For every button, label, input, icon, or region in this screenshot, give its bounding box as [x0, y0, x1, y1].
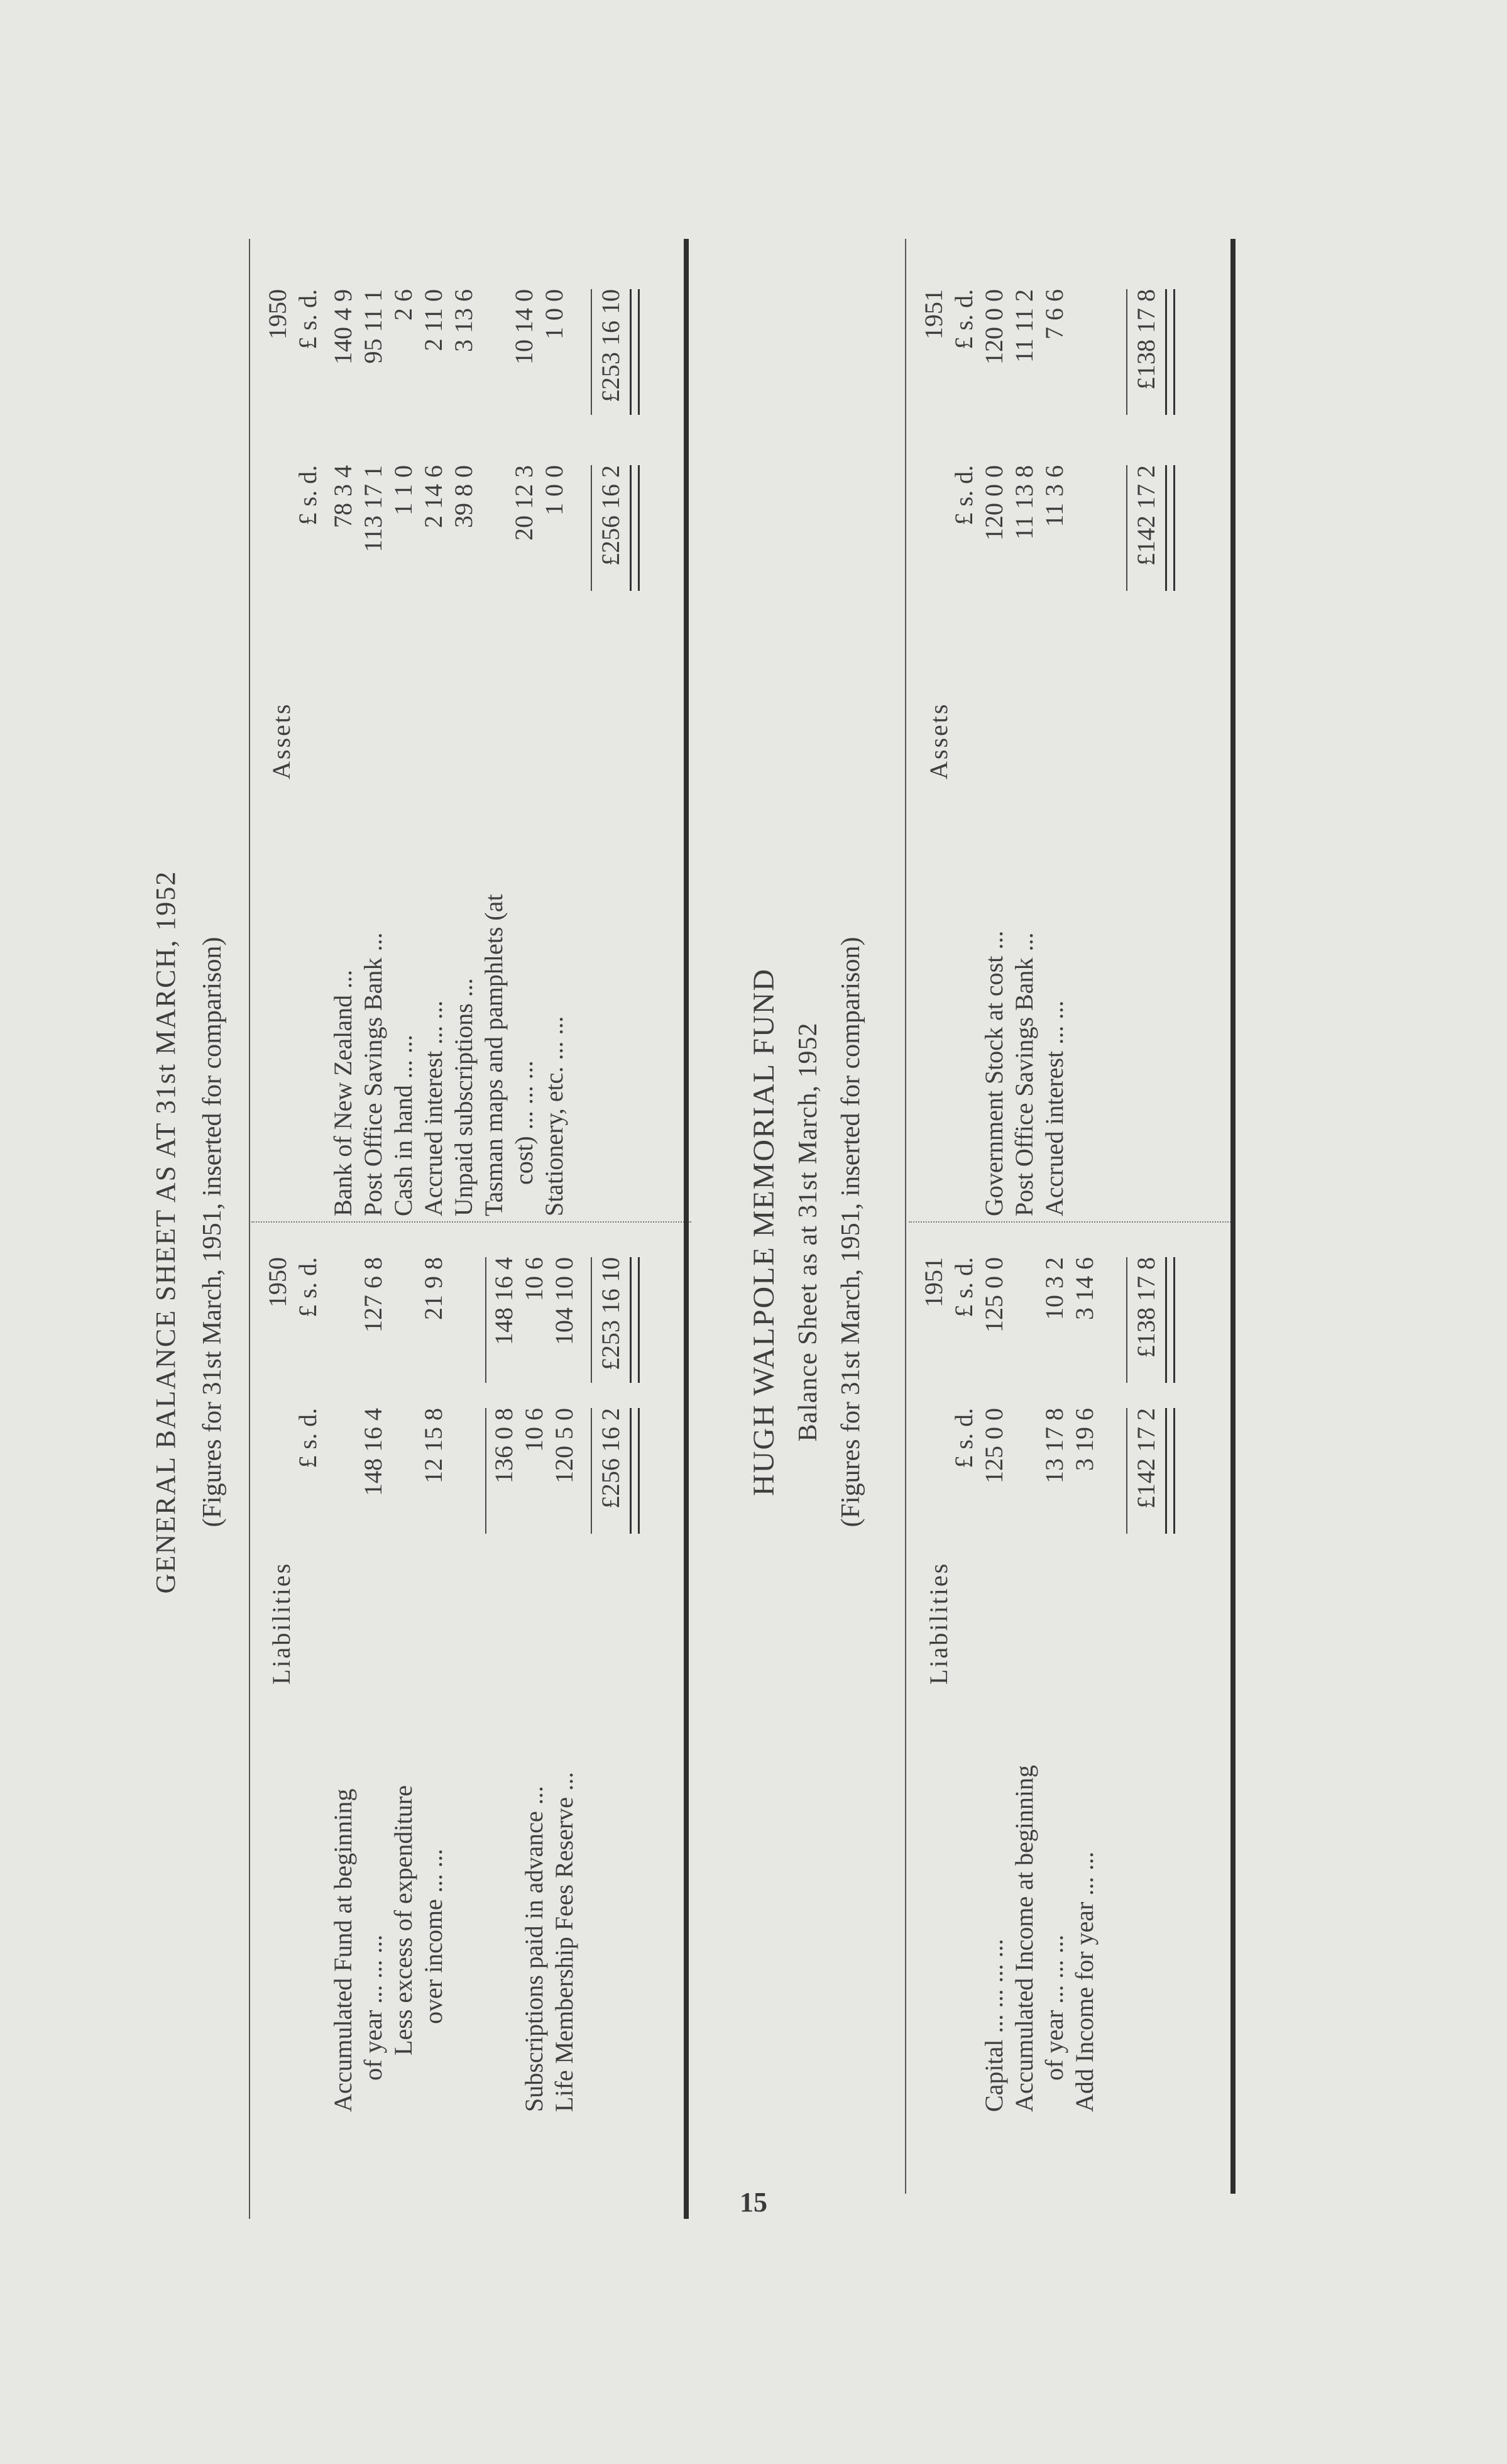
row-label: Accrued interest ... ... — [1040, 1000, 1068, 1216]
general-title: GENERAL BALANCE SHEET AS AT 31st MARCH, 1952 — [150, 870, 181, 1594]
prev-amount: 10 6 — [520, 1257, 548, 1301]
row-label: Cash in hand ... ... — [389, 1035, 417, 1216]
prev-amount: 2 11 0 — [419, 289, 447, 351]
walpole-liab-row-2a — [1009, 1245, 1039, 2112]
general-asset-units: £ s. d. — [293, 465, 322, 525]
row-label: Bank of New Zealand ... — [329, 969, 357, 1216]
general-liab-units: £ s. d. — [293, 1408, 322, 1468]
prev-total-amount: £253 16 10 — [596, 1257, 625, 1370]
amount: 120 5 0 — [550, 1408, 578, 1483]
total-rule — [591, 1408, 592, 1534]
prev-amount: 148 16 4 — [490, 1257, 518, 1345]
walpole-liab-units: £ s. d. — [950, 1408, 978, 1468]
row-label: Add Income for year ... ... — [1070, 1851, 1099, 2112]
row-label: Accumulated Fund at beginning — [329, 1788, 357, 2112]
walpole-assets-heading: Assets — [924, 702, 953, 779]
prev-amount: 10 3 2 — [1040, 1257, 1068, 1320]
prev-amount: 7 6 6 — [1040, 289, 1068, 339]
general-asset-row-3 — [388, 286, 419, 1216]
prev-amount: 3 13 6 — [449, 289, 478, 352]
general-subtitle: (Figures for 31st March, 1951, inserted for comparison) — [198, 937, 227, 1527]
amount: 1 0 0 — [540, 465, 568, 515]
prev-amount: 120 0 0 — [980, 289, 1008, 365]
general-asset-total — [596, 286, 626, 1216]
walpole-asset-units: £ s. d. — [950, 465, 978, 525]
total-rule — [591, 289, 592, 415]
prev-amount: 125 0 0 — [980, 1257, 1008, 1333]
general-liab-prev-units: £ s. d. — [293, 1257, 322, 1317]
prev-amount: 140 4 9 — [329, 289, 357, 365]
row-label: Subscriptions paid in advance ... — [520, 1786, 548, 2112]
amount: 78 3 4 — [329, 465, 357, 528]
prev-total-amount: £253 16 10 — [596, 289, 625, 402]
general-top-rule — [249, 239, 250, 2219]
amount: 11 13 8 — [1010, 465, 1038, 540]
general-asset-prev-units: £ s. d. — [293, 289, 322, 349]
general-assets-heading: Assets — [267, 702, 295, 779]
amount: 10 6 — [520, 1408, 548, 1452]
amount: 1 1 0 — [389, 465, 417, 515]
general-liab-row-2a — [388, 1245, 419, 2112]
walpole-top-rule — [905, 239, 906, 2194]
general-liab-total — [596, 1245, 626, 2112]
walpole-liab-total — [1131, 1245, 1161, 2112]
walpole-subtitle: Balance Sheet as at 31st March, 1952 — [794, 1022, 823, 1442]
general-asset-row-7 — [539, 286, 569, 1216]
prev-total-amount: £138 17 8 — [1132, 1257, 1160, 1358]
walpole-liab-prev-units: £ s. d. — [950, 1257, 978, 1317]
general-liab-row-4 — [549, 1245, 579, 2112]
amount: 13 17 8 — [1040, 1408, 1068, 1483]
walpole-title: HUGH WALPOLE MEMORIAL FUND — [747, 968, 781, 1496]
walpole-asset-prev-units: £ s. d. — [950, 289, 978, 349]
prev-amount: 3 14 6 — [1070, 1257, 1099, 1320]
amount: 3 19 6 — [1070, 1408, 1099, 1471]
walpole-bottom-rule — [1230, 239, 1236, 2194]
total-rule — [1126, 1408, 1127, 1534]
general-column-divider — [251, 1221, 691, 1223]
general-liab-subtotal — [489, 1245, 519, 2112]
walpole-column-divider — [909, 1221, 1236, 1223]
total-amount: £256 16 2 — [596, 1408, 625, 1509]
double-rule — [630, 465, 640, 591]
amount: 2 14 6 — [419, 465, 447, 528]
row-label: Life Membership Fees Reserve ... — [550, 1772, 578, 2112]
row-label: Capital ... ... ... ... — [980, 1939, 1008, 2112]
amount: 12 15 8 — [419, 1408, 447, 1483]
row-label: Post Office Savings Bank ... — [1010, 932, 1038, 1216]
general-asset-row-2 — [358, 286, 388, 1216]
total-amount: £142 17 2 — [1132, 1408, 1160, 1509]
row-label: Less excess of expenditure — [389, 1785, 417, 2055]
amount: 136 0 8 — [490, 1408, 518, 1483]
walpole-liab-year: 1951 — [919, 1257, 948, 1307]
prev-amount: 11 11 2 — [1010, 289, 1038, 363]
page-number: 15 — [740, 2187, 767, 2218]
row-label: Government Stock at cost ... — [980, 930, 1008, 1216]
double-rule — [1165, 289, 1175, 415]
total-amount: £142 17 2 — [1132, 465, 1160, 566]
row-label: Stationery, etc. ... ... — [540, 1016, 568, 1216]
total-rule — [1126, 289, 1127, 415]
double-rule — [1165, 465, 1175, 591]
general-liab-year: 1950 — [263, 1257, 292, 1307]
general-bottom-rule — [684, 239, 689, 2219]
row-label: Post Office Savings Bank ... — [359, 932, 387, 1216]
general-asset-year: 1950 — [263, 289, 292, 339]
walpole-liab-row-2b — [1039, 1245, 1070, 2112]
total-rule — [1126, 1257, 1127, 1383]
prev-amount: 2 6 — [389, 289, 417, 321]
row-label: of year ... ... ... — [359, 1934, 387, 2081]
amount: 20 12 3 — [510, 465, 538, 541]
general-asset-row-6b — [509, 286, 539, 1216]
general-liabilities-heading: Liabilities — [267, 1561, 295, 1685]
double-rule — [630, 1408, 640, 1534]
amount: 11 3 6 — [1040, 465, 1068, 527]
prev-amount: 127 6 8 — [359, 1257, 387, 1333]
prev-amount: 10 14 0 — [510, 289, 538, 365]
row-label: Unpaid subscriptions ... — [449, 978, 478, 1216]
prev-amount: 104 10 0 — [550, 1257, 578, 1345]
walpole-liab-row-3 — [1070, 1245, 1100, 2112]
walpole-asset-row-2 — [1009, 286, 1039, 1216]
amount: 113 17 1 — [359, 465, 387, 553]
walpole-subtitle-2: (Figures for 31st March, 1951, inserted for comparison) — [836, 937, 865, 1527]
row-label: Tasman maps and pamphlets (at — [480, 894, 508, 1216]
general-asset-row-5 — [449, 286, 479, 1216]
amount: 120 0 0 — [980, 465, 1008, 541]
walpole-asset-row-1 — [979, 286, 1009, 1216]
general-asset-row-1 — [328, 286, 358, 1216]
sum-rule — [485, 1408, 486, 1534]
general-liab-row-1b — [358, 1245, 388, 2112]
walpole-liab-row-1 — [979, 1245, 1009, 2112]
row-label: over income ... ... — [419, 1849, 447, 2024]
walpole-liabilities-heading: Liabilities — [924, 1561, 953, 1685]
prev-total-amount: £138 17 8 — [1132, 289, 1160, 390]
sum-rule — [485, 1257, 486, 1383]
general-asset-row-6a — [479, 286, 509, 1216]
amount: 39 8 0 — [449, 465, 478, 528]
amount: 125 0 0 — [980, 1408, 1008, 1483]
prev-amount: 21 9 8 — [419, 1257, 447, 1320]
prev-amount: 1 0 0 — [540, 289, 568, 339]
amount: 148 16 4 — [359, 1408, 387, 1496]
double-rule — [1165, 1257, 1175, 1383]
general-liab-row-2b — [419, 1245, 449, 2112]
total-rule — [591, 1257, 592, 1383]
general-liab-row-3 — [519, 1245, 549, 2112]
row-label: Accumulated Income at beginning — [1010, 1764, 1038, 2112]
total-rule — [591, 465, 592, 591]
row-label: Accrued interest ... ... — [419, 1000, 447, 1216]
prev-amount: 95 11 1 — [359, 289, 387, 364]
row-label: cost) ... ... ... — [510, 1060, 538, 1185]
walpole-asset-year: 1951 — [919, 289, 948, 339]
total-amount: £256 16 2 — [596, 465, 625, 566]
walpole-asset-total — [1131, 286, 1161, 1216]
row-label: of year ... ... ... — [1040, 1934, 1068, 2081]
total-rule — [1126, 465, 1127, 591]
general-liab-row-1a — [328, 1245, 358, 2112]
double-rule — [630, 289, 640, 415]
double-rule — [630, 1257, 640, 1383]
double-rule — [1165, 1408, 1175, 1534]
walpole-asset-row-3 — [1039, 286, 1070, 1216]
general-asset-row-4 — [419, 286, 449, 1216]
